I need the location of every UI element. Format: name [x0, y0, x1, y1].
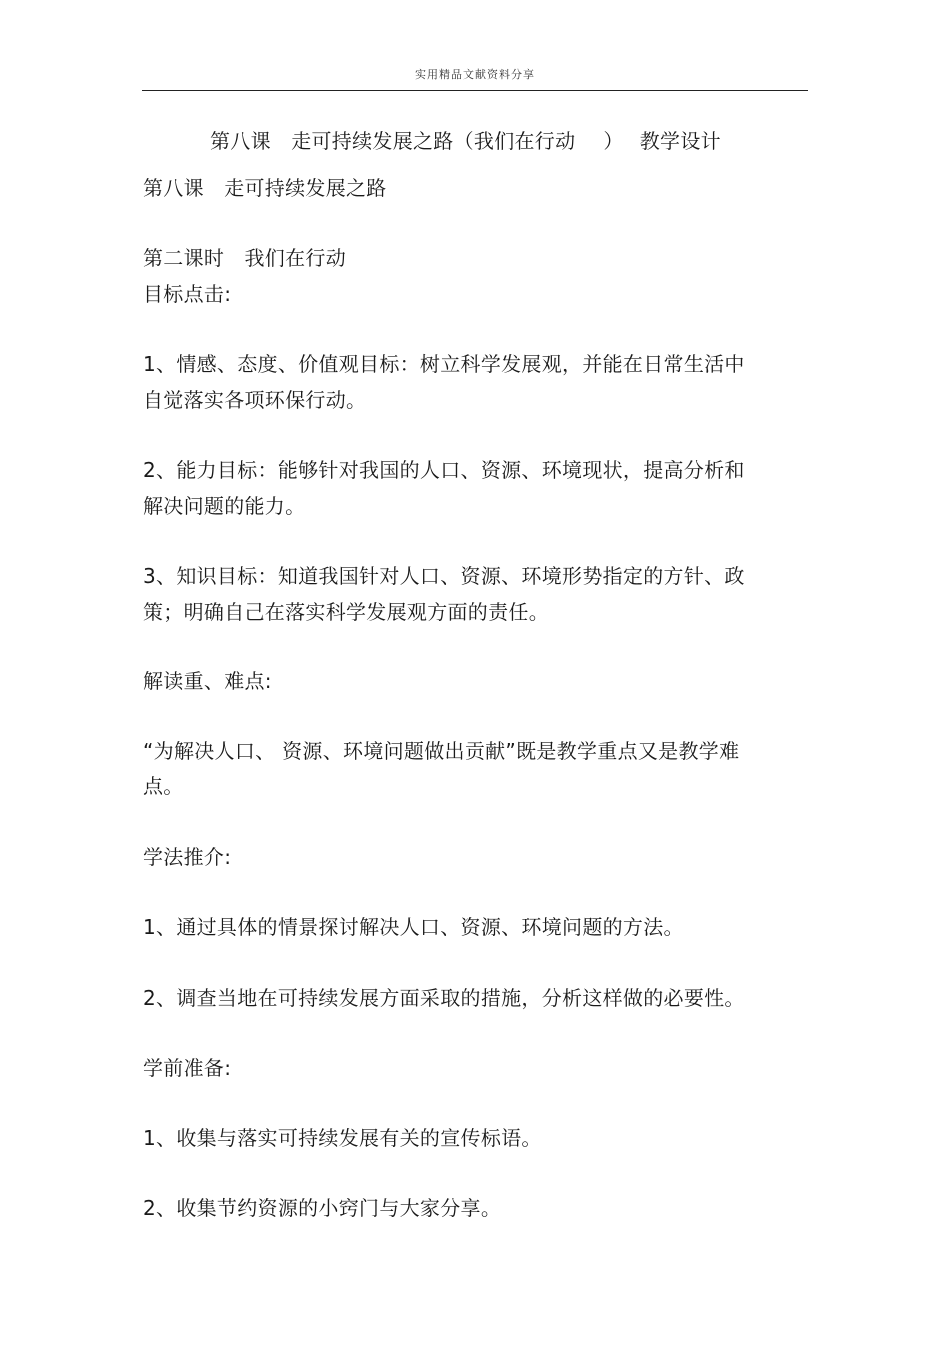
goals-heading: 目标点击: — [143, 282, 232, 306]
keypoints-heading: 解读重、难点: — [143, 669, 272, 693]
goal-3-line-2: 策；明确自己在落实科学发展观方面的责任。 — [143, 600, 549, 624]
document-title — [210, 129, 721, 153]
title-main: 第八课 走可持续发展之路（我们在行动 — [210, 129, 576, 153]
goal-1-line-1: 1、情感、态度、价值观目标：树立科学发展观，并能在日常生活中 — [143, 352, 745, 376]
prep-1: 1、收集与落实可持续发展有关的宣传标语。 — [143, 1126, 542, 1150]
header-rule — [142, 90, 808, 91]
prep-2: 2、收集节约资源的小窍门与大家分享。 — [143, 1196, 502, 1220]
goal-3-line-1: 3、知识目标：知道我国针对人口、资源、环境形势指定的方针、政 — [143, 564, 745, 588]
title-suffix: 教学设计 — [639, 129, 721, 153]
prep-heading: 学前准备: — [143, 1056, 232, 1080]
method-2: 2、调查当地在可持续发展方面采取的措施，分析这样做的必要性。 — [143, 986, 745, 1010]
methods-heading: 学法推介: — [143, 845, 232, 869]
keypoints-line-1: “为解决人口、 资源、环境问题做出贡献”既是教学重点又是教学难 — [143, 739, 740, 763]
page-header: 实用精品文献资料分享 — [415, 68, 535, 81]
method-1: 1、通过具体的情景探讨解决人口、资源、环境问题的方法。 — [143, 915, 684, 939]
keypoints-line-2: 点。 — [143, 774, 184, 798]
goal-2-line-1: 2、能力目标：能够针对我国的人口、资源、环境现状，提高分析和 — [143, 458, 745, 482]
goal-1-line-2: 自觉落实各项环保行动。 — [143, 388, 367, 412]
title-close-paren: ） — [603, 129, 624, 153]
lesson-name: 第八课 走可持续发展之路 — [143, 176, 387, 200]
goal-2-line-2: 解决问题的能力。 — [143, 494, 306, 518]
period-name: 第二课时 我们在行动 — [143, 246, 346, 270]
